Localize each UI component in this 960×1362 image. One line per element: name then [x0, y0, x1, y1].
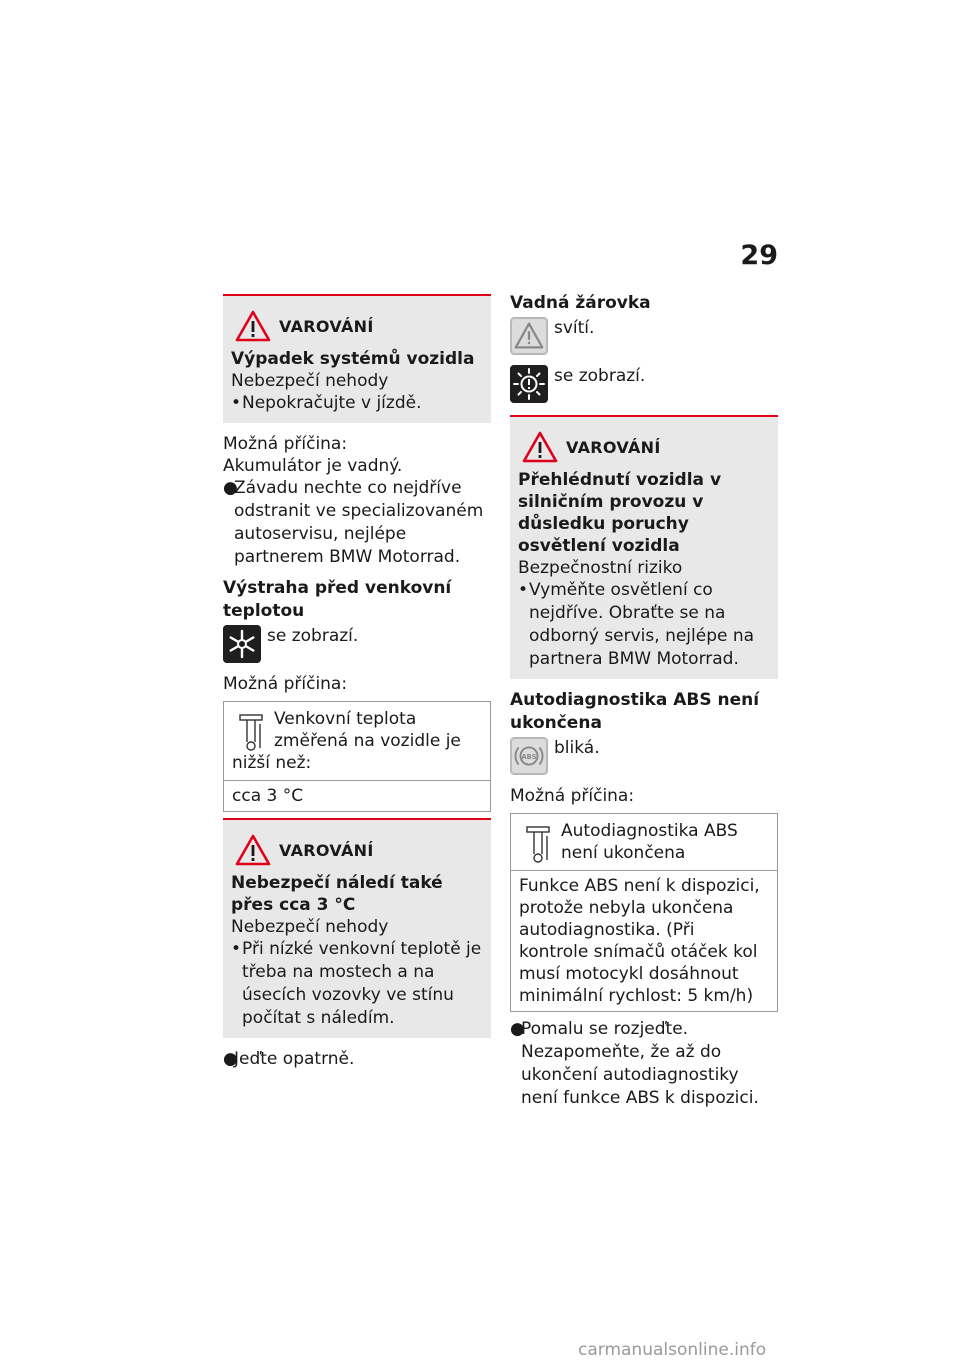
indicator-line: [510, 737, 778, 775]
warning-triangle-icon: [235, 310, 271, 342]
warning-header: [235, 834, 483, 866]
cause-table-value: Funkce ABS není k dispozici, protože nebyla ukončena autodiagnostika. (Při kontrole snímačů otáček kol musí motocykl dosáhnout minimální rychlost: 5 km/h): [519, 876, 760, 1006]
bulb-fault-icon: [510, 365, 548, 403]
warning-label: VAROVÁNÍ: [279, 840, 374, 860]
warning-subtitle: Nebezpečí nehody: [231, 371, 389, 391]
cause-label: Možná příčina:: [510, 786, 635, 806]
warning-triangle-icon: [235, 834, 271, 866]
warning-title: Přehlédnutí vozidla v silničním provozu v důsledku poruchy osvětlení vozidla: [518, 470, 722, 556]
warning-subtitle: Nebezpečí nehody: [231, 917, 389, 937]
warning-label: VAROVÁNÍ: [566, 437, 661, 457]
warning-label: VAROVÁNÍ: [279, 316, 374, 336]
indicator-text: se zobrazí.: [554, 366, 646, 386]
action-bullet: ● Jeďte opatrně.: [223, 1049, 355, 1069]
left-column: [223, 294, 491, 1071]
warning-box-system-failure: [223, 294, 491, 423]
snowflake-icon: [223, 625, 261, 663]
cause-table-abs: [510, 813, 778, 1012]
section-title-outside-temperature: Výstraha před venkovní teplotou: [223, 578, 452, 621]
indicator-line: [510, 365, 778, 403]
indicator-line: [223, 625, 491, 663]
section-title-bulb: Vadná žárovka: [510, 293, 651, 313]
watermark: carmanualsonline.info: [578, 1340, 767, 1360]
warning-box-lighting: [510, 415, 778, 679]
right-column: [510, 292, 778, 1110]
svg-text:ABS: ABS: [521, 752, 537, 761]
warning-subtitle: Bezpečnostní riziko: [518, 558, 683, 578]
warning-header: [522, 431, 770, 463]
cause-label: Možná příčina:: [223, 434, 348, 454]
abs-icon: [510, 737, 548, 775]
warning-triangle-icon: [522, 431, 558, 463]
action-bullet: ● Pomalu se rozjeďte. Nezapomeňte, že až do ukončení autodiagnostiky není funkce ABS k dispozici.: [510, 1019, 759, 1108]
cause-text: Akumulátor je vadný.: [223, 456, 403, 476]
warning-title: Výpadek systémů vozidla: [231, 349, 475, 369]
cause-table-row: Autodiagnostika ABS není ukončena: [511, 814, 777, 871]
indicator-text: se zobrazí.: [267, 626, 359, 646]
thermometer-icon: [523, 824, 553, 864]
indicator-line: [510, 317, 778, 355]
page-number: 29: [740, 240, 778, 271]
indicator-text: svítí.: [554, 318, 595, 338]
warning-bullet: • Vyměňte osvětlení co nejdříve. Obraťte se na odborný servis, nejlépe na partnera BMW Motorrad.: [518, 580, 755, 669]
warning-bullet: • Nepokračujte v jízdě.: [231, 393, 422, 413]
thermometer-icon: [236, 712, 266, 752]
cause-table-value: cca 3 °C: [232, 786, 304, 806]
indicator-text: bliká.: [554, 738, 600, 758]
warning-box-ice: [223, 818, 491, 1038]
cause-table-row: Venkovní teplota změřená na vozidle je nižší než:: [224, 702, 490, 781]
cause-table-temperature: [223, 701, 491, 812]
warning-light-icon: [510, 317, 548, 355]
warning-header: [235, 310, 483, 342]
section-title-abs: Autodiagnostika ABS není ukončena: [510, 690, 760, 733]
action-bullet: ● Závadu nechte co nejdříve odstranit ve specializovaném autoservisu, nejlépe partnerem BMW Motorrad.: [223, 478, 484, 567]
cause-label: Možná příčina:: [223, 674, 348, 694]
warning-title: Nebezpečí náledí také přes cca 3 °C: [231, 873, 443, 915]
warning-bullet: • Při nízké venkovní teplotě je třeba na mostech a na úsecích vozovky ve stínu počítat s náledím.: [231, 939, 482, 1028]
